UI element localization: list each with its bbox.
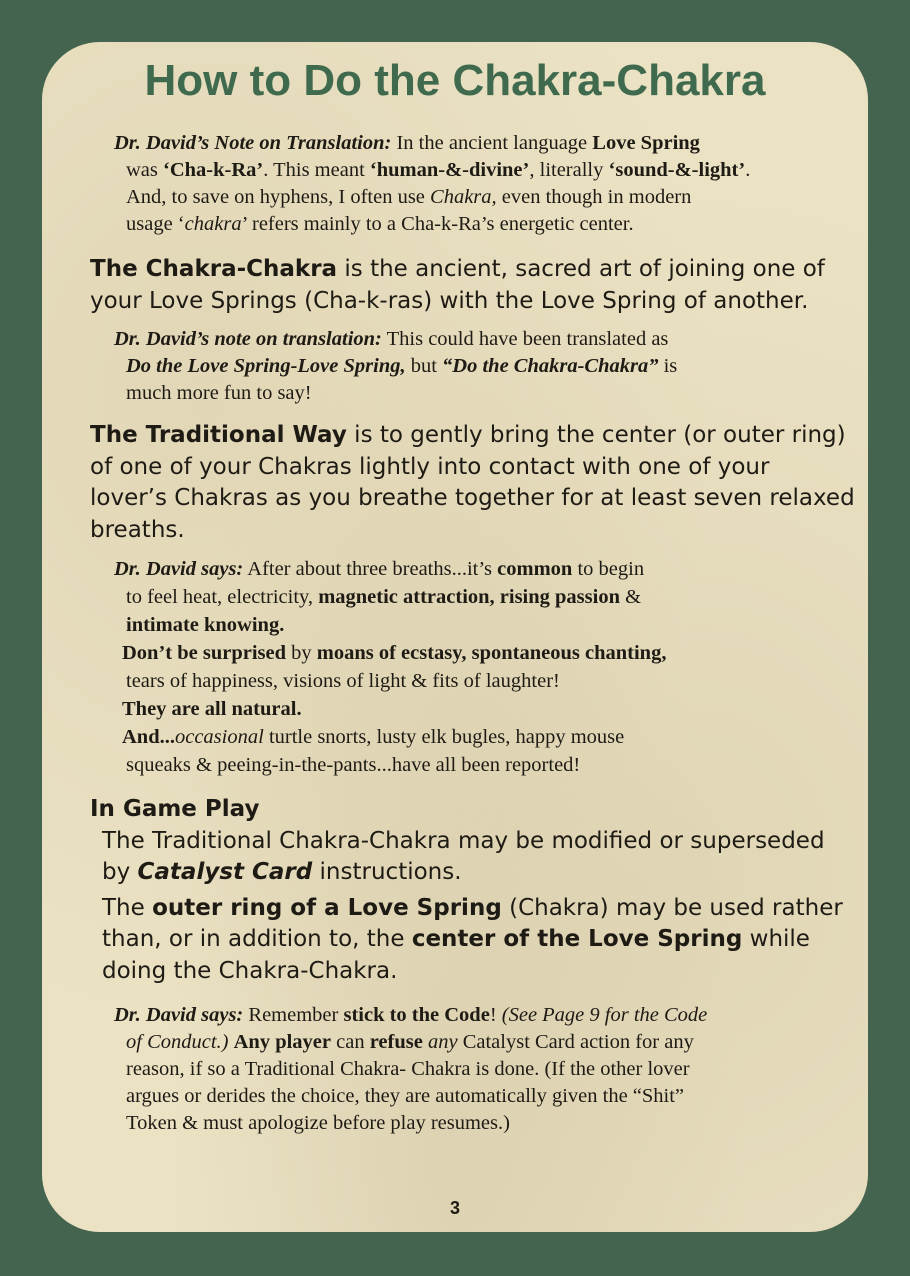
dr-david-says-note-1: Dr. David says: After about three breaths...it’s common to begin to feel heat, electricity, magnetic attraction, rising passion & intimate knowing. Don’t be surprised by moans of ecstasy, spontaneous chanting, tears of happiness, visions of light & fits of laughter! They are all natural. And...occasional turtle snorts, lusty elk bugles, happy mouse squeaks & peeing-in-the-pants...have all been reported! [114,558,667,776]
note-lead: Dr. David’s note on translation: [114,328,382,350]
traditional-way-paragraph: The Traditional Way is to gently bring the center (or outer ring) of one of your Chakras lightly into contact with one of your lover’s Chakras as you breathe together for at least seven relaxed breaths. [90,422,855,543]
page-number: 3 [449,1198,460,1218]
translation-note-2: Dr. David’s note on translation: This could have been translated as Do the Love Spring-Love Spring, but “Do the Chakra-Chakra” is much more fun to say! [114,328,678,404]
dr-david-says-note-2: Dr. David says: Remember stick to the Code! (See Page 9 for the Code of Conduct.) Any player can refuse any Catalyst Card action for any reason, if so a Traditional Chakra- Chakra is done. (If the other lover argues or derides the choice, they are automatically given the “Shit” Token & must apologize before play resumes.) [114,1004,708,1134]
note-lead: Dr. David says: [114,1004,244,1026]
note-lead: Dr. David says: [114,558,244,580]
in-game-play-section: In Game Play The Traditional Chakra-Chakra may be modified or superseded by Catalyst Card instructions. The outer ring of a Love Spring (Chakra) may be used rather than, or in addition to, the center of the Love Spring while doing the Chakra-Chakra. [90,796,843,984]
page-title: How to Do the Chakra-Chakra [144,56,766,105]
translation-note-1: Dr. David’s Note on Translation: In the ancient language Love Spring was ‘Cha-k-Ra’. This meant ‘human-&-divine’, literally ‘sound-&-light’. And, to save on hyphens, I often use Chakra, even though in modern usage ‘chakra’ refers mainly to a Cha-k-Ra’s energetic center. [114,132,751,235]
chakra-chakra-definition: The Chakra-Chakra is the ancient, sacred art of joining one of your Love Springs (Cha-k-ras) with the Love Spring of another. [90,256,825,314]
section-heading: In Game Play [90,796,260,822]
note-lead: Dr. David’s Note on Translation: [114,132,392,154]
page-card [42,42,868,1232]
